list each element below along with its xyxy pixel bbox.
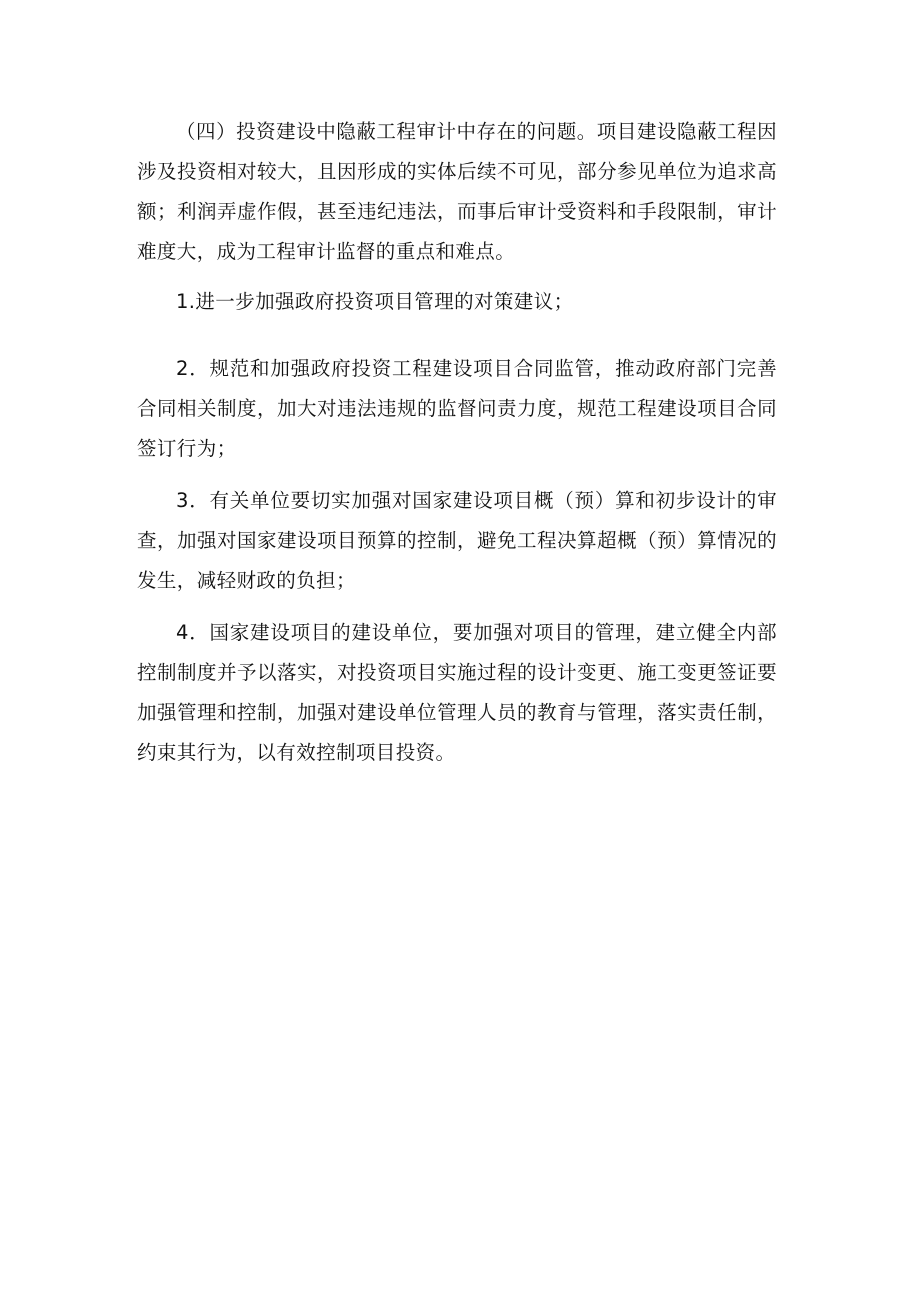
paragraph-item-1: 1.进一步加强政府投资项目管理的对策建议；	[176, 290, 574, 313]
paragraph-hidden-works-audit-issue: （四）投资建设中隐蔽工程审计中存在的问题。项目建设隐蔽工程因涉及投资相对较大，且因形成的实体后续不可见，部分参见单位为追求高额；利润弄虚作假，甚至违纪违法，而事后审计受资料和手段限制，审计难度大，成为工程审计监督的重点和难点。	[137, 120, 777, 263]
paragraph-item-3: 3．有关单位要切实加强对国家建设项目概（预）算和初步设计的审查，加强对国家建设项目预算的控制，避免工程决算超概（预）算情况的发生，减轻财政的负担；	[137, 489, 777, 592]
document-body	[137, 112, 777, 773]
paragraph-item-2: 2．规范和加强政府投资工程建设项目合同监管，推动政府部门完善合同相关制度，加大对违法违规的监督问责力度，规范工程建设项目合同签订行为；	[137, 357, 777, 460]
paragraph-item-4: 4．国家建设项目的建设单位，要加强对项目的管理，建立健全内部控制制度并予以落实，对投资项目实施过程的设计变更、施工变更签证要加强管理和控制，加强对建设单位管理人员的教育与管理，落实责任制，约束其行为，以有效控制项目投资。	[137, 621, 777, 764]
